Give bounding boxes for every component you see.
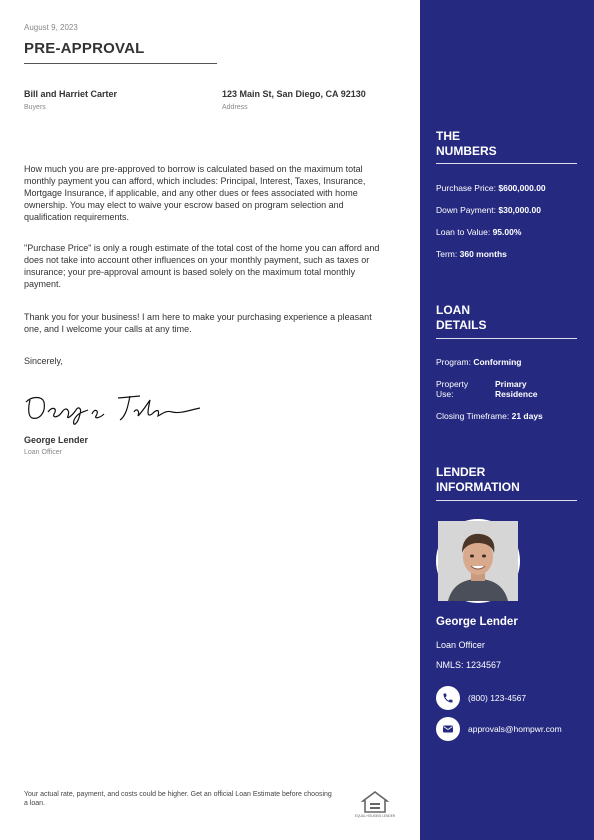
lender-nmls: NMLS: 1234567 xyxy=(436,660,502,670)
property-use-value xyxy=(495,379,538,399)
email-contact[interactable] xyxy=(436,717,562,741)
purchase-price-label: Purchase Price: xyxy=(436,183,496,193)
address-label: Address xyxy=(222,104,248,111)
equal-housing-lender-icon xyxy=(354,790,396,824)
envelope-icon xyxy=(436,717,460,741)
phone-contact[interactable] xyxy=(436,686,526,710)
down-payment-row xyxy=(436,205,541,215)
closing-timeframe-value: 21 days xyxy=(511,411,543,421)
program-value: Conforming xyxy=(473,357,522,367)
sidebar xyxy=(420,0,594,840)
letter-date: August 9, 2023 xyxy=(24,23,78,32)
signer-title: Loan Officer xyxy=(24,449,63,456)
signer-name: George Lender xyxy=(24,435,89,445)
closing-timeframe-label: Closing Timeframe: xyxy=(436,411,510,421)
term-value: 360 months xyxy=(459,249,507,259)
lender-divider xyxy=(436,500,577,501)
lender-title: Loan Officer xyxy=(436,640,485,650)
lender-heading-line2: INFORMATION xyxy=(436,480,520,494)
equal-housing-text: EQUAL HOUSING LENDER xyxy=(354,814,396,818)
buyers-label: Buyers xyxy=(24,104,46,111)
buyers-value: Bill and Harriet Carter xyxy=(24,89,118,99)
paragraph-calculation: How much you are pre-approved to borrow is calculated based on the maximum total monthly payment you can afford, which includes: Principal, Interest, Taxes, Insurance, Mortgage Insurance, if applicable, and any other dues or fees associated with home ownership. You may elect to waive your escrow based on program selection and qualification requirements. xyxy=(24,164,366,222)
paragraph-purchase-price: "Purchase Price" is only a rough estimate of the total cost of the home you can afford and does not take into account other influences on your monthly payment, such as taxes or insurance; your pre-approval amount is based solely on the maximum total monthly payment. xyxy=(24,243,380,289)
page-title: PRE-APPROVAL xyxy=(24,40,145,57)
property-use-label xyxy=(436,379,495,399)
title-divider xyxy=(24,63,217,64)
down-payment-label: Down Payment: xyxy=(436,205,496,215)
paragraph-thanks: Thank you for your business! I am here to make your purchasing experience a pleasant one, and I welcome your calls at any time. xyxy=(24,312,372,334)
property-use-row xyxy=(436,379,577,399)
property-use-label-line1: Property xyxy=(436,379,469,389)
email-address[interactable]: approvals@hompwr.com xyxy=(468,724,562,734)
loan-heading-line1: LOAN xyxy=(436,303,470,317)
closing-timeframe-row xyxy=(436,411,543,421)
loan-heading xyxy=(436,303,577,333)
loan-to-value-label: Loan to Value: xyxy=(436,227,491,237)
lender-heading-line1: LENDER xyxy=(436,465,486,479)
down-payment-value: $30,000.00 xyxy=(498,205,541,215)
address-block xyxy=(222,89,366,111)
closing-salutation: Sincerely, xyxy=(24,356,63,366)
lender-avatar xyxy=(436,519,520,603)
signature-image xyxy=(22,388,202,428)
property-use-value-line2: Residence xyxy=(495,389,538,399)
property-use-label-line2: Use: xyxy=(436,389,454,399)
numbers-heading-line1: THE xyxy=(436,129,460,143)
disclaimer-text: Your actual rate, payment, and costs could be higher. Get an official Loan Estimate before choosing a loan. xyxy=(24,791,332,807)
purchase-price-row xyxy=(436,183,546,193)
lender-heading xyxy=(436,465,577,495)
loan-to-value-value: 95.00% xyxy=(492,227,522,237)
numbers-divider xyxy=(436,163,577,164)
loan-to-value-row xyxy=(436,227,521,237)
loan-divider xyxy=(436,338,577,339)
phone-icon xyxy=(436,686,460,710)
term-label: Term: xyxy=(436,249,458,259)
program-label: Program: xyxy=(436,357,471,367)
program-row xyxy=(436,357,522,367)
numbers-heading xyxy=(436,129,577,159)
lender-name: George Lender xyxy=(436,616,518,628)
term-row xyxy=(436,249,507,259)
property-use-value-line1: Primary xyxy=(495,379,527,389)
numbers-heading-line2: NUMBERS xyxy=(436,144,497,158)
address-value: 123 Main St, San Diego, CA 92130 xyxy=(222,89,366,99)
avatar-portrait-icon xyxy=(438,521,518,601)
buyers-block xyxy=(24,89,117,111)
loan-heading-line2: DETAILS xyxy=(436,318,487,332)
purchase-price-value: $600,000.00 xyxy=(498,183,546,193)
phone-number[interactable]: (800) 123-4567 xyxy=(468,693,527,703)
